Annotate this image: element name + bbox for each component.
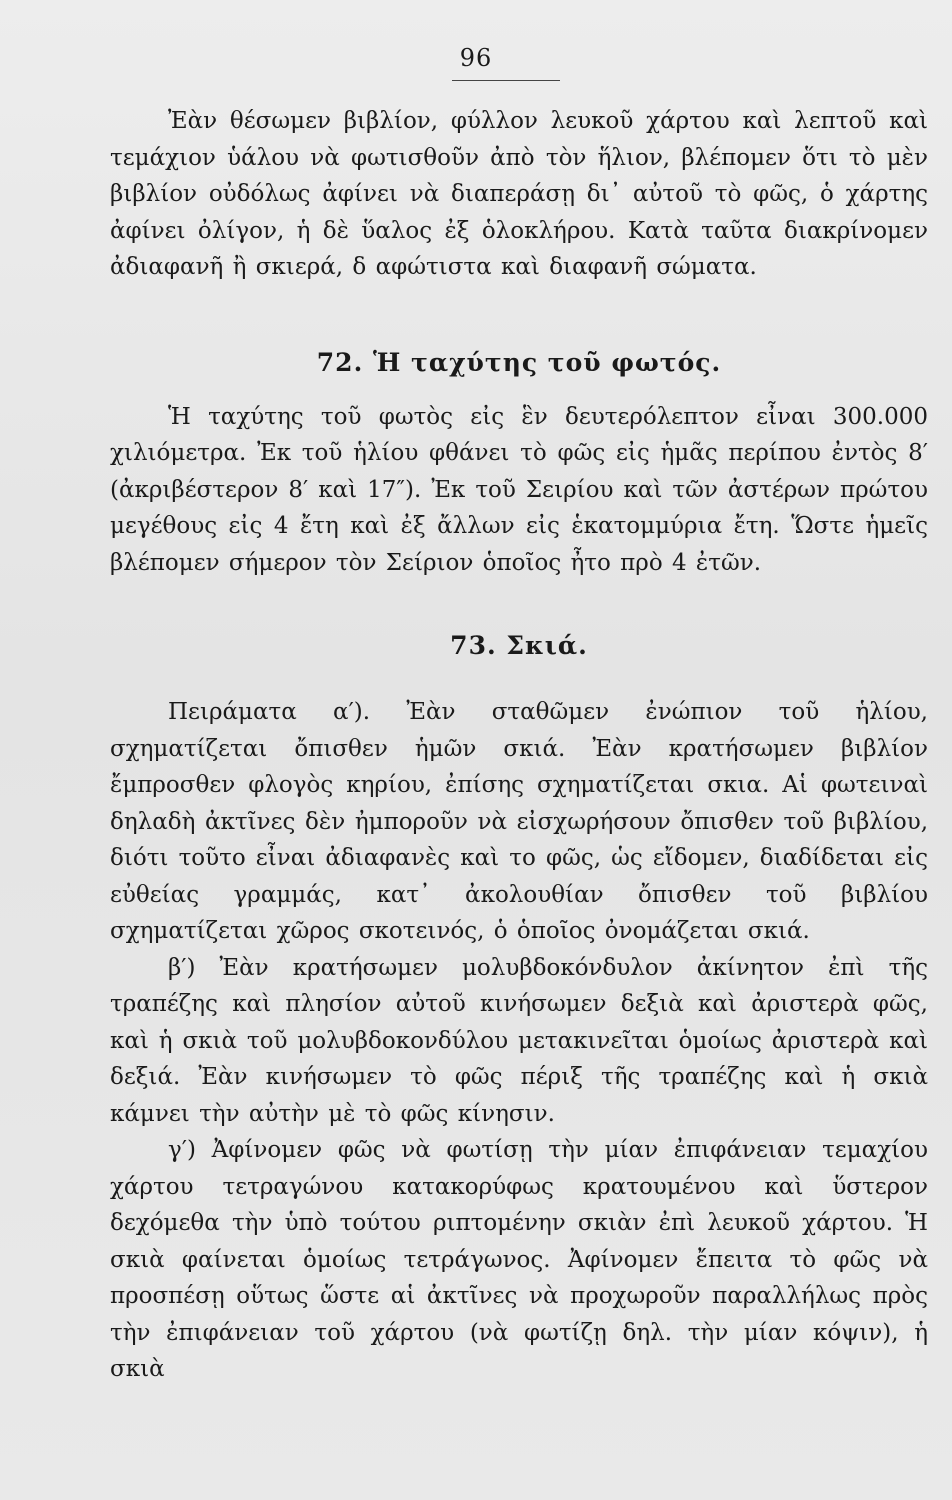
page-number-rule xyxy=(452,80,560,81)
section-72-heading: 72. Ἡ ταχύτης τοῦ φωτός. xyxy=(316,347,722,377)
section-72-paragraph: Ἡ ταχύτης τοῦ φωτὸς εἰς ἓν δευτερόλεπτον εἶναι 300.000 χιλιόμετρα. Ἐκ τοῦ ἡλίου φθάνει τὸ φῶς εἰς ἡμᾶς περίπου ἐντὸς 8′ (ἀκριβέστερον 8′ καὶ 17″). Ἐκ τοῦ Σειρίου καὶ τῶν ἀστέρων πρώτου μεγέθους εἰς 4 ἔτη καὶ ἐξ ἄλλων εἰς ἑκατομμύρια ἔτη. Ὥστε ἡμεῖς βλέπομεν σήμερον τὸν Σείριον ὁποῖος ἦτο πρὸ 4 ἐτῶν. xyxy=(110,403,928,576)
section-73-paragraph-a: Πειράματα α′). Ἐὰν σταθῶμεν ἐνώπιον τοῦ ἡλίου, σχηματίζεται ὄπισθεν ἡμῶν σκιά. Ἐὰν κρατήσωμεν βιβλίον ἔμπροσθεν φλογὸς κηρίου, ἐπίσης σχηματίζεται σκια. Αἱ φωτειναὶ δηλαδὴ ἀκτῖνες δὲν ἠμποροῦν νὰ εἰσχωρήσουν ὄπισθεν τοῦ βιβλίου, διότι τοῦτο εἶναι ἀδιαφανὲς καὶ το φῶς, ὡς εἴδομεν, διαδίδεται εἰς εὐθείας γραμμάς, κατ᾽ ἀκολουθίαν ὄπισθεν τοῦ βιβλίου σχηματίζεται χῶρος σκοτεινός, ὁ ὁποῖος ὀνομάζεται σκιά. xyxy=(110,699,928,944)
section-73-paragraph-c: γ′) Ἀφίνομεν φῶς νὰ φωτίσῃ τὴν μίαν ἐπιφάνειαν τεμαχίου χάρτου τετραγώνου κατακορύφως κρατουμένου καὶ ὕστερον δεχόμεθα τὴν ὑπὸ τούτου ριπτομένην σκιὰν ἐπὶ λευκοῦ χάρτου. Ἡ σκιὰ φαίνεται ὁμοίως τετράγωνος. Ἀφίνομεν ἔπειτα τὸ φῶς νὰ προσπέσῃ οὕτως ὥστε αἱ ἀκτῖνες νὰ προχωροῦν παραλλήλως πρὸς τὴν ἐπιφάνειαν τοῦ χάρτου (νὰ φωτίζῃ δηλ. τὴν μίαν κόψιν), ἡ σκιὰ xyxy=(110,1137,928,1382)
section-73-heading: 73. Σκιά. xyxy=(450,631,588,660)
page-body xyxy=(110,103,928,1388)
intro-paragraph: Ἐὰν θέσωμεν βιβλίον, φύλλον λευκοῦ χάρτου καὶ λεπτοῦ καὶ τεμάχιον ὑάλου νὰ φωτισθοῦν ἀπὸ τὸν ἥλιον, βλέπομεν ὅτι τὸ μὲν βιβλίον οὐδόλως ἀφίνει νὰ διαπεράσῃ δι᾽ αὐτοῦ τὸ φῶς, ὁ χάρτης ἀφίνει ὀλίγον, ἡ δὲ ὕαλος ἐξ ὁλοκλήρου. Κατὰ ταῦτα διακρίνομεν ἀδιαφανῆ ἢ σκιερά, δ αφώτιστα καὶ διαφανῆ σώματα. xyxy=(110,108,928,280)
section-73-paragraph-b: β′) Ἐὰν κρατήσωμεν μολυβδοκόνδυλον ἀκίνητον ἐπὶ τῆς τραπέζης καὶ πλησίον αὐτοῦ κινήσωμεν δεξιὰ καὶ ἀριστερὰ φῶς, καὶ ἡ σκιὰ τοῦ μολυβδοκονδύλου μετακινεῖται ὁμοίως ἀριστερὰ καὶ δεξιά. Ἐὰν κινήσωμεν τὸ φῶς πέριξ τῆς τραπέζης καὶ ἡ σκιὰ κάμνει τὴν αὐτὴν μὲ τὸ φῶς κίνησιν. xyxy=(110,954,928,1127)
page-number: 96 xyxy=(459,44,493,72)
